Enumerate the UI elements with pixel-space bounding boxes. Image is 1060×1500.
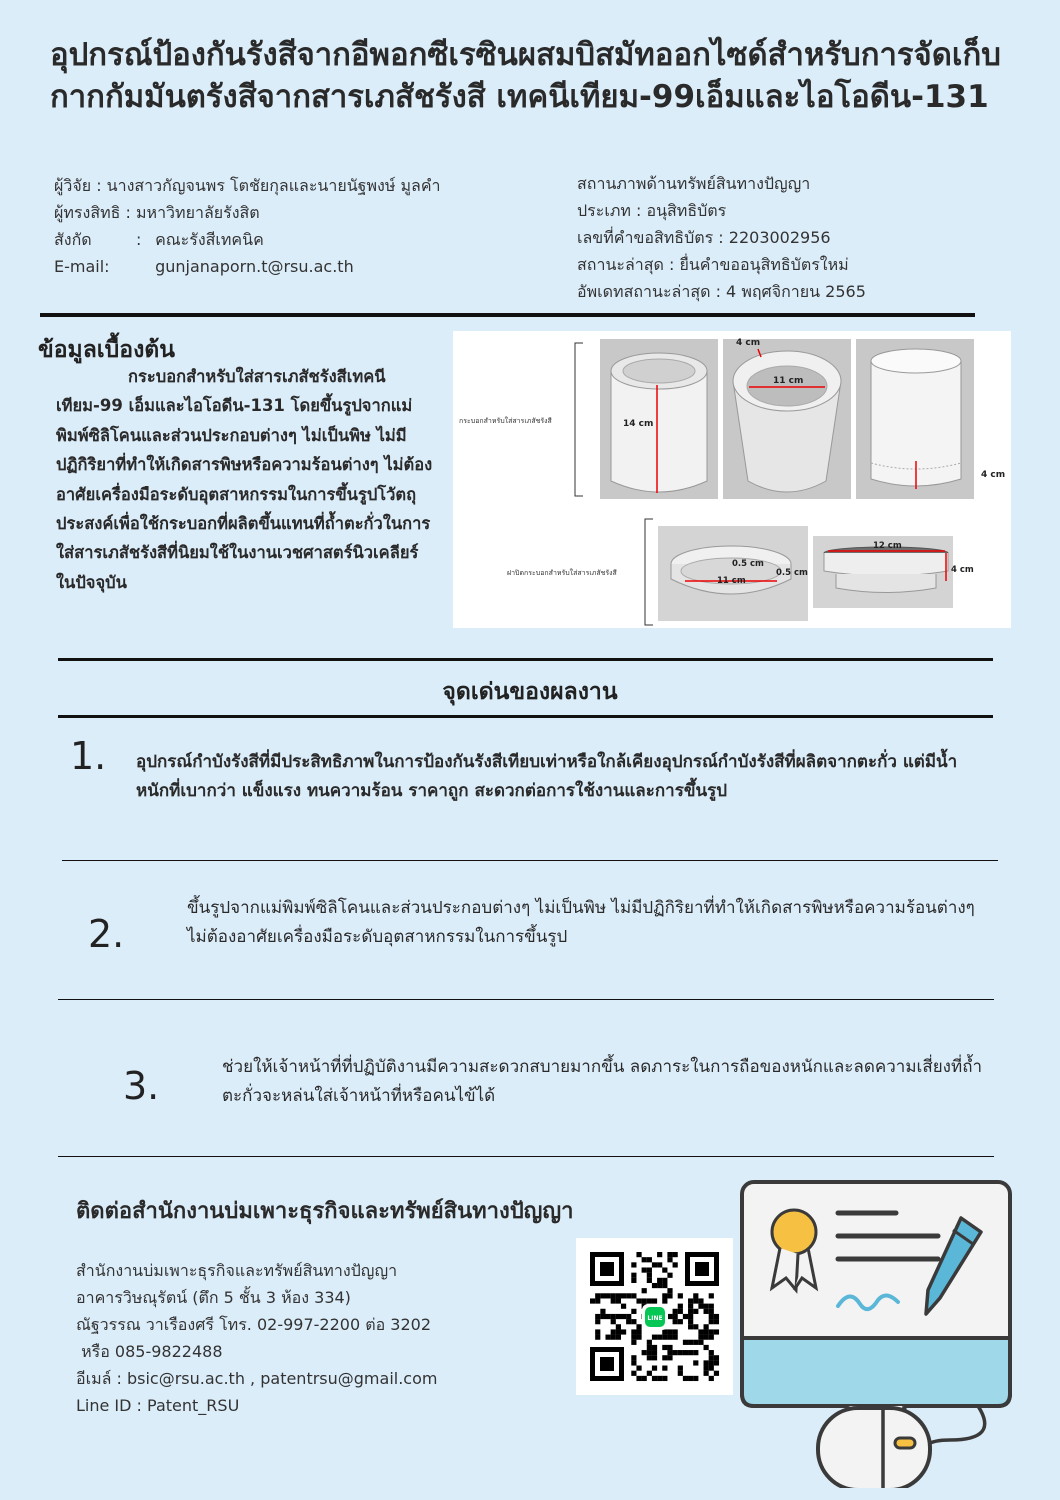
computer-illustration bbox=[738, 1178, 1014, 1488]
qr-module bbox=[662, 1293, 667, 1298]
qr-module bbox=[647, 1257, 652, 1262]
qr-finder-tl-core bbox=[600, 1262, 614, 1276]
qr-module bbox=[642, 1257, 647, 1262]
qr-module bbox=[657, 1376, 662, 1381]
highlights-divider-top bbox=[58, 658, 993, 661]
qr-module bbox=[636, 1324, 641, 1329]
qr-module bbox=[709, 1360, 714, 1365]
qr-module bbox=[683, 1350, 688, 1355]
dim-4c: 4 cm bbox=[951, 565, 974, 575]
qr-module bbox=[704, 1371, 709, 1376]
qr-module bbox=[698, 1335, 703, 1340]
qr-module bbox=[631, 1293, 636, 1298]
qr-module bbox=[667, 1314, 672, 1319]
owner-row: ผู้ทรงสิทธิ : มหาวิทยาลัยรังสิต bbox=[54, 199, 441, 226]
qr-module bbox=[631, 1355, 636, 1360]
cylinder-bracket bbox=[575, 343, 583, 496]
qr-module bbox=[714, 1371, 719, 1376]
qr-module bbox=[673, 1335, 678, 1340]
affiliation-label: สังกัด bbox=[54, 230, 92, 249]
qr-module bbox=[621, 1304, 626, 1309]
qr-module bbox=[657, 1252, 662, 1257]
computer-icon bbox=[738, 1178, 1014, 1488]
qr-module bbox=[709, 1350, 714, 1355]
qr-finder-bl-core bbox=[600, 1357, 614, 1371]
qr-module bbox=[636, 1376, 641, 1381]
qr-module bbox=[611, 1298, 616, 1303]
qr-module bbox=[626, 1314, 631, 1319]
email-value[interactable]: gunjanaporn.t@rsu.ac.th bbox=[155, 257, 354, 276]
qr-module bbox=[698, 1298, 703, 1303]
highlight-divider-2 bbox=[58, 999, 994, 1000]
qr-module bbox=[678, 1371, 683, 1376]
qr-module bbox=[631, 1273, 636, 1278]
qr-module bbox=[631, 1278, 636, 1283]
qr-module bbox=[667, 1350, 672, 1355]
lid-rim-2 bbox=[824, 553, 948, 576]
qr-module bbox=[647, 1278, 652, 1283]
qr-module bbox=[636, 1252, 641, 1257]
highlight-number-3: 3. bbox=[123, 1064, 160, 1108]
qr-module bbox=[678, 1319, 683, 1324]
qr-module bbox=[693, 1298, 698, 1303]
qr-module bbox=[657, 1262, 662, 1267]
qr-module bbox=[667, 1288, 672, 1293]
qr-module bbox=[704, 1304, 709, 1309]
qr-module bbox=[616, 1324, 621, 1329]
qr-module bbox=[611, 1319, 616, 1324]
ip-type-label: ประเภท bbox=[577, 201, 631, 220]
qr-module bbox=[667, 1345, 672, 1350]
qr-module bbox=[688, 1376, 693, 1381]
qr-module bbox=[693, 1350, 698, 1355]
qr-module bbox=[616, 1293, 621, 1298]
qr-module bbox=[667, 1355, 672, 1360]
contact-details bbox=[76, 1257, 437, 1419]
highlight-divider-1 bbox=[62, 860, 998, 861]
qr-module bbox=[709, 1293, 714, 1298]
intro-heading: ข้อมูลเบื้องต้น bbox=[38, 337, 175, 363]
qr-module bbox=[631, 1262, 636, 1267]
qr-module bbox=[631, 1360, 636, 1365]
ip-status-row: สถานะล่าสุด : ยื่นคำขออนุสิทธิบัตรใหม่ bbox=[577, 255, 849, 274]
qr-module bbox=[673, 1329, 678, 1334]
affiliation-value: คณะรังสีเทคนิค bbox=[155, 230, 264, 249]
qr-module bbox=[595, 1298, 600, 1303]
dim-4b: 4 cm bbox=[981, 470, 1006, 480]
qr-module bbox=[647, 1355, 652, 1360]
qr-module bbox=[616, 1314, 621, 1319]
header-divider bbox=[40, 313, 975, 317]
email-row bbox=[54, 253, 441, 280]
qr-module bbox=[667, 1335, 672, 1340]
cylinder-hole-1 bbox=[623, 359, 695, 383]
ip-status-label: สถานะล่าสุด bbox=[577, 255, 664, 274]
dim-14: 14 cm bbox=[623, 419, 654, 429]
qr-module bbox=[605, 1335, 610, 1340]
cylinder-top-3 bbox=[871, 349, 961, 373]
qr-module bbox=[673, 1314, 678, 1319]
researcher-info bbox=[54, 172, 441, 280]
qr-module bbox=[621, 1314, 626, 1319]
qr-module bbox=[647, 1345, 652, 1350]
qr-module bbox=[688, 1298, 693, 1303]
qr-module bbox=[678, 1366, 683, 1371]
cylinder-label: กระบอกสำหรับใส่สารเภสัชรังสี bbox=[459, 417, 552, 425]
qr-module bbox=[709, 1329, 714, 1334]
qr-module bbox=[673, 1252, 678, 1257]
qr-module bbox=[631, 1309, 636, 1314]
monitor-screen-band bbox=[742, 1338, 1010, 1406]
qr-module bbox=[704, 1345, 709, 1350]
ip-update-label: อัพเดทสถานะล่าสุด bbox=[577, 282, 711, 301]
qr-module bbox=[652, 1335, 657, 1340]
dim-11a: 11 cm bbox=[773, 376, 804, 386]
qr-module bbox=[595, 1319, 600, 1324]
email-label: E-mail: bbox=[54, 257, 110, 276]
qr-module bbox=[673, 1350, 678, 1355]
qr-module bbox=[683, 1314, 688, 1319]
qr-module bbox=[600, 1309, 605, 1314]
qr-module bbox=[652, 1355, 657, 1360]
qr-module bbox=[709, 1314, 714, 1319]
qr-module bbox=[709, 1304, 714, 1309]
qr-module bbox=[688, 1304, 693, 1309]
qr-module bbox=[693, 1376, 698, 1381]
qr-module bbox=[704, 1366, 709, 1371]
lid-plug-2 bbox=[836, 574, 936, 593]
qr-module bbox=[688, 1340, 693, 1345]
qr-module bbox=[693, 1360, 698, 1365]
qr-module bbox=[698, 1329, 703, 1334]
qr-module bbox=[678, 1350, 683, 1355]
qr-module bbox=[693, 1293, 698, 1298]
qr-module bbox=[709, 1355, 714, 1360]
qr-module bbox=[714, 1314, 719, 1319]
qr-module bbox=[657, 1283, 662, 1288]
dim-4a: 4 cm bbox=[736, 338, 761, 348]
contact-phone: ณัฐวรรณ วาเรืองศรี โทร. 02-997-2200 ต่อ 3202 bbox=[76, 1315, 432, 1334]
qr-module bbox=[600, 1293, 605, 1298]
qr-module bbox=[709, 1319, 714, 1324]
qr-module bbox=[688, 1350, 693, 1355]
affiliation-row: สังกัด : คณะรังสีเทคนิค bbox=[54, 226, 441, 253]
dim-12: 12 cm bbox=[873, 541, 902, 551]
lid-label: ฝาปิดกระบอกสำหรับใส่สารเภสัชรังสี bbox=[507, 569, 617, 577]
qr-module bbox=[611, 1293, 616, 1298]
qr-module bbox=[704, 1324, 709, 1329]
qr-module bbox=[611, 1314, 616, 1319]
researcher-row: ผู้วิจัย : นางสาวกัญจนพร โตชัยกุลและนายนัฐพงษ์ มูลคำ bbox=[54, 172, 441, 199]
qr-module bbox=[642, 1288, 647, 1293]
qr-module bbox=[611, 1335, 616, 1340]
qr-module bbox=[688, 1309, 693, 1314]
qr-module bbox=[693, 1340, 698, 1345]
qr-module bbox=[621, 1293, 626, 1298]
qr-module bbox=[652, 1262, 657, 1267]
qr-module bbox=[590, 1298, 595, 1303]
highlight-number-1: 1. bbox=[70, 734, 107, 778]
qr-module bbox=[678, 1293, 683, 1298]
qr-module bbox=[595, 1293, 600, 1298]
page-title: อุปกรณ์ป้องกันรังสีจากอีพอกซีเรซินผสมบิสมัทออกไซด์สำหรับการจัดเก็บกากกัมมันตรังสีจากสารเภสัชรังสี เทคนีเทียม-99เอ็มและไอโอดีน-131 bbox=[50, 37, 1001, 115]
qr-module bbox=[673, 1309, 678, 1314]
qr-module bbox=[678, 1309, 683, 1314]
qr-module bbox=[698, 1304, 703, 1309]
qr-module bbox=[595, 1335, 600, 1340]
qr-module bbox=[621, 1329, 626, 1334]
qr-module bbox=[688, 1314, 693, 1319]
qr-module bbox=[673, 1319, 678, 1324]
ip-update-value: 4 พฤศจิกายน 2565 bbox=[726, 282, 866, 301]
ip-type-value: อนุสิทธิบัตร bbox=[646, 201, 727, 220]
qr-finder-tr-core bbox=[695, 1262, 709, 1276]
qr-module bbox=[647, 1298, 652, 1303]
contact-mobile: หรือ 085-9822488 bbox=[76, 1342, 223, 1361]
qr-module bbox=[642, 1376, 647, 1381]
qr-module bbox=[662, 1278, 667, 1283]
qr-module bbox=[698, 1340, 703, 1345]
qr-module bbox=[662, 1335, 667, 1340]
qr-module bbox=[636, 1298, 641, 1303]
qr-module bbox=[652, 1298, 657, 1303]
highlight-text-1: อุปกรณ์กำบังรังสีที่มีประสิทธิภาพในการป้องกันรังสีเทียบเท่าหรือใกล้เคียงอุปกรณ์กำบังรังสีที่ผลิตจากตะกั่ว แต่มีน้ำหนักที่เบากว่า แข็งแรง ทนความร้อน ราคาถูก สะดวกต่อการใช้งานและการขึ้นรูป bbox=[136, 752, 958, 801]
owner-label: ผู้ทรงสิทธิ bbox=[54, 203, 121, 222]
ip-type-row: ประเภท : อนุสิทธิบัตร bbox=[577, 201, 727, 220]
qr-module bbox=[662, 1283, 667, 1288]
qr-module bbox=[616, 1335, 621, 1340]
highlight-divider-3 bbox=[58, 1156, 994, 1157]
qr-module bbox=[595, 1329, 600, 1334]
intro-text: กระบอกสำหรับใส่สารเภสัชรังสีเทคนีเทียม-99 เอ็มและไอโอดีน-131 โดยขึ้นรูปจากแม่พิมพ์ซิลิโคนและส่วนประกอบต่างๆ ไม่เป็นพิษ ไม่มีปฏิกิริยาที่ทำให้เกิดสารพิษหรือความร้อนต่างๆ ไม่ต้องอาศัยเครื่องมือระดับอุตสาหกรรมในการขึ้นรูปโวัตถุประสงค์เพื่อใช้กระบอกที่ผลิตขึ้นแทนที่ถ้ำตะกั่วในการใส่สารเภสัชรังสีที่นิยมใช้ในงานเวชศาสตร์นิวเคลียร์ในปัจจุบัน bbox=[56, 367, 433, 592]
qr-module bbox=[704, 1335, 709, 1340]
qr-module bbox=[667, 1257, 672, 1262]
qr-module bbox=[709, 1376, 714, 1381]
qr-module bbox=[616, 1329, 621, 1334]
qr-module bbox=[652, 1345, 657, 1350]
qr-module bbox=[631, 1319, 636, 1324]
ip-request-label: เลขที่คำขอสิทธิบัตร bbox=[577, 228, 714, 247]
ip-request-value: 2203002956 bbox=[728, 228, 831, 247]
qr-module bbox=[678, 1304, 683, 1309]
highlight-text-2: ขึ้นรูปจากแม่พิมพ์ซิลิโคนและส่วนประกอบต่างๆ ไม่เป็นพิษ ไม่มีปฏิกิริยาที่ทำให้เกิดสารพิษหรือความร้อนต่างๆ ไม่ต้องอาศัยเครื่องมือระดับอุตสาหกรรมในการขึ้นรูป bbox=[187, 898, 975, 947]
qr-module bbox=[652, 1350, 657, 1355]
certificate-medal-icon bbox=[772, 1210, 816, 1254]
qr-badge-text: LINE bbox=[647, 1315, 663, 1322]
qr-module bbox=[652, 1376, 657, 1381]
qr-module bbox=[652, 1366, 657, 1371]
qr-module bbox=[693, 1324, 698, 1329]
qr-module bbox=[709, 1309, 714, 1314]
qr-module bbox=[673, 1262, 678, 1267]
qr-module bbox=[605, 1314, 610, 1319]
ip-status-value: ยื่นคำขออนุสิทธิบัตรใหม่ bbox=[679, 255, 849, 274]
qr-module bbox=[636, 1335, 641, 1340]
qr-module bbox=[714, 1329, 719, 1334]
ip-request-row: เลขที่คำขอสิทธิบัตร : 2203002956 bbox=[577, 228, 831, 247]
product-figure bbox=[453, 331, 1011, 628]
qr-module bbox=[714, 1319, 719, 1324]
qr-module bbox=[662, 1329, 667, 1334]
qr-module bbox=[642, 1350, 647, 1355]
qr-module bbox=[662, 1366, 667, 1371]
lid-bracket bbox=[645, 519, 653, 625]
highlights-heading: จุดเด่นของผลงาน bbox=[442, 679, 618, 705]
qr-code[interactable] bbox=[576, 1238, 733, 1395]
qr-module bbox=[657, 1278, 662, 1283]
qr-module bbox=[647, 1267, 652, 1272]
researcher-label: ผู้วิจัย bbox=[54, 176, 92, 195]
qr-module bbox=[704, 1360, 709, 1365]
contact-building: อาคารวิษณุรัตน์ (ตึก 5 ชั้น 3 ห้อง 334) bbox=[76, 1288, 351, 1307]
qr-module bbox=[626, 1319, 631, 1324]
dim-11b: 11 cm bbox=[717, 576, 746, 586]
ip-status-heading: สถานภาพด้านทรัพย์สินทางปัญญา bbox=[577, 174, 811, 193]
cylinder-hole-2 bbox=[747, 366, 827, 406]
highlight-text-3: ช่วยให้เจ้าหน้าที่ที่ปฏิบัติงานมีความสะดวกสบายมากขึ้น ลดภาระในการถือของหนักและลดความเสี่ยงที่ถ้ำตะกั่วจะหล่นใส่เจ้าหน้าที่หรือคนไข้ได้ bbox=[222, 1057, 983, 1106]
qr-module bbox=[642, 1267, 647, 1272]
qr-module bbox=[631, 1371, 636, 1376]
qr-module bbox=[662, 1355, 667, 1360]
dim-05a: 0.5 cm bbox=[732, 559, 764, 569]
qr-module bbox=[667, 1329, 672, 1334]
qr-module bbox=[636, 1329, 641, 1334]
dim-05b: 0.5 cm bbox=[776, 568, 808, 578]
qr-module bbox=[667, 1252, 672, 1257]
qr-module bbox=[714, 1355, 719, 1360]
qr-module bbox=[693, 1309, 698, 1314]
qr-module bbox=[616, 1298, 621, 1303]
qr-module bbox=[611, 1329, 616, 1334]
qr-module bbox=[704, 1309, 709, 1314]
qr-module bbox=[642, 1298, 647, 1303]
qr-module bbox=[688, 1324, 693, 1329]
ip-update-row: อัพเดทสถานะล่าสุด : 4 พฤศจิกายน 2565 bbox=[577, 282, 866, 301]
qr-module bbox=[657, 1335, 662, 1340]
qr-module bbox=[709, 1335, 714, 1340]
highlights-divider-bottom bbox=[58, 715, 993, 718]
qr-module bbox=[704, 1329, 709, 1334]
qr-module bbox=[647, 1350, 652, 1355]
qr-module bbox=[600, 1314, 605, 1319]
qr-module bbox=[647, 1340, 652, 1345]
qr-module bbox=[647, 1371, 652, 1376]
qr-module bbox=[636, 1366, 641, 1371]
qr-module bbox=[667, 1293, 672, 1298]
qr-module bbox=[631, 1329, 636, 1334]
qr-module bbox=[714, 1360, 719, 1365]
highlight-number-2: 2. bbox=[88, 912, 125, 956]
contact-email[interactable]: อีเมล์ : bsic@rsu.ac.th , patentrsu@gmail.com bbox=[76, 1369, 438, 1388]
mouse-wheel bbox=[895, 1438, 915, 1448]
qr-module bbox=[631, 1335, 636, 1340]
contact-office: สำนักงานบ่มเพาะธุรกิจและทรัพย์สินทางปัญญา bbox=[76, 1261, 398, 1280]
qr-module bbox=[595, 1314, 600, 1319]
qr-module bbox=[688, 1319, 693, 1324]
ip-status-info bbox=[577, 170, 866, 305]
researcher-value: นางสาวกัญจนพร โตชัยกุลและนายนัฐพงษ์ มูลคำ bbox=[106, 176, 441, 195]
qr-module bbox=[662, 1267, 667, 1272]
qr-module bbox=[667, 1273, 672, 1278]
qr-module bbox=[652, 1283, 657, 1288]
qr-module bbox=[647, 1273, 652, 1278]
qr-module bbox=[626, 1293, 631, 1298]
owner-value: มหาวิทยาลัยรังสิต bbox=[135, 203, 260, 222]
qr-module bbox=[631, 1340, 636, 1345]
qr-module bbox=[709, 1366, 714, 1371]
contact-heading: ติดต่อสำนักงานบ่มเพาะธุรกิจและทรัพย์สินทางปัญญา bbox=[76, 1199, 574, 1224]
qr-module bbox=[662, 1376, 667, 1381]
mouse-cable bbox=[923, 1406, 985, 1458]
qr-module bbox=[662, 1345, 667, 1350]
qr-code-graphic bbox=[576, 1238, 733, 1395]
contact-line-id: Line ID : Patent_RSU bbox=[76, 1396, 240, 1415]
qr-module bbox=[662, 1298, 667, 1303]
qr-module bbox=[605, 1293, 610, 1298]
qr-module bbox=[683, 1340, 688, 1345]
product-drawing bbox=[453, 331, 1011, 628]
qr-module bbox=[683, 1376, 688, 1381]
